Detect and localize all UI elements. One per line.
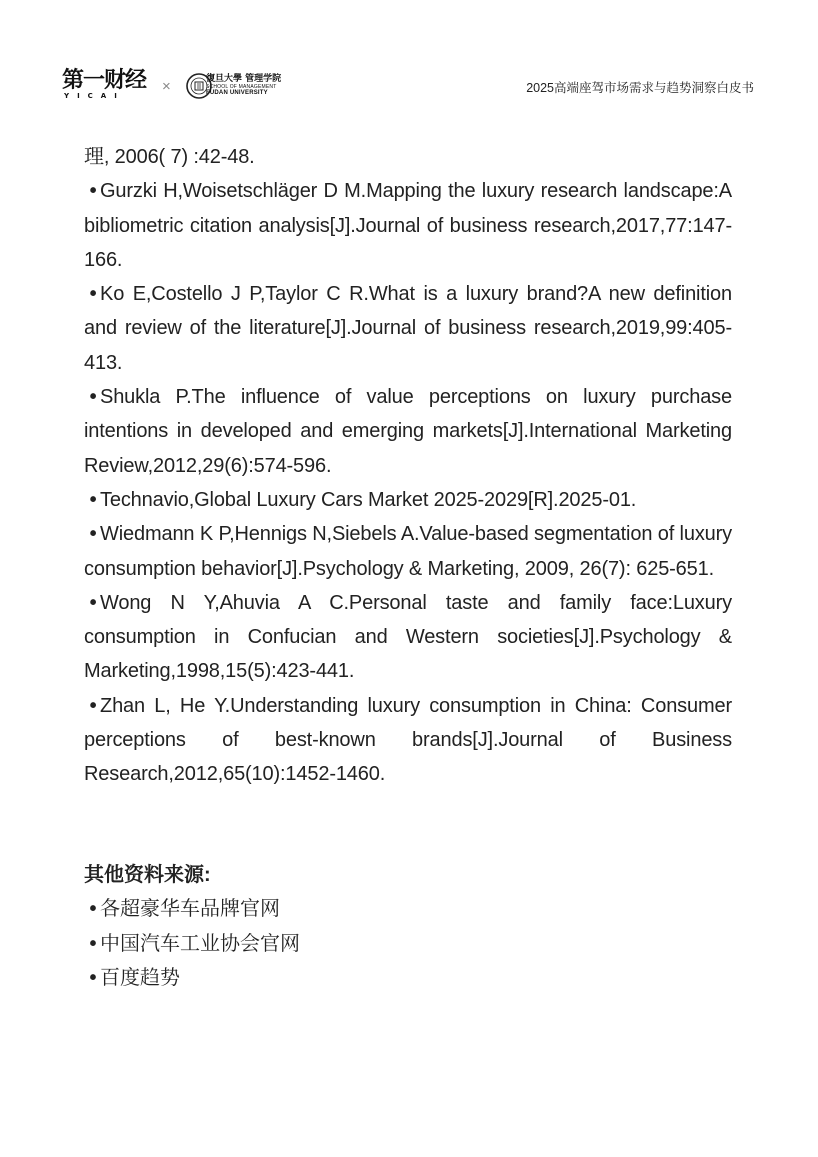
bullet-icon: • (89, 694, 97, 717)
fudan-logo-text (206, 74, 306, 96)
reference-continuation: 理, 2006( 7) :42-48. (84, 146, 255, 168)
source-item (84, 927, 732, 961)
fudan-logo-en2: FUDAN UNIVERSITY (206, 90, 268, 96)
reference-text: Gurzki H,Woisetschläger D M.Mapping the luxury research landscape:A bibliometric citation analysis[J].Journal of business research,2017,77:147-166. (84, 180, 732, 271)
other-sources-heading: 其他资料来源: (84, 864, 211, 886)
reference-text: Wiedmann K P,Hennigs N,Siebels A.Value-based segmentation of luxury consumption behavior[J].Psychology & Marketing, 2009, 26(7): 625-651. (84, 523, 732, 580)
bullet-icon: • (89, 932, 97, 955)
other-sources (84, 858, 732, 995)
references-list (84, 140, 732, 792)
bullet-icon: • (89, 386, 97, 409)
bullet-icon: • (89, 591, 97, 614)
reference-item (84, 517, 732, 586)
bullet-icon: • (89, 488, 97, 511)
source-text: 各超豪华车品牌官网 (100, 898, 280, 921)
reference-text: Ko E,Costello J P,Taylor C R.What is a luxury brand?A new definition and review of the literature[J].Journal of business research,2019,99:405-413. (84, 283, 732, 374)
bullet-icon: • (89, 898, 97, 921)
yicai-logo (62, 70, 154, 102)
yicai-logo-en: YICAI (64, 92, 125, 100)
bullet-icon: • (89, 523, 97, 546)
bullet-icon: • (89, 180, 97, 203)
reference-item (84, 483, 732, 517)
source-item (84, 892, 732, 926)
source-item (84, 961, 732, 995)
fudan-logo-en1: SCHOOL OF MANAGEMENT (206, 84, 277, 90)
reference-text: Wong N Y,Ahuvia A C.Personal taste and family face:Luxury consumption in Confucian and Western societies[J].Psychology & Marketing,1998,15(5):423-441. (84, 591, 732, 683)
reference-text: Zhan L, He Y.Understanding luxury consumption in China: Consumer perceptions of best-known brands[J].Journal of Business Research,2012,65(10):1452-1460. (84, 694, 732, 786)
yicai-logo-cn: 第一财经 (62, 68, 147, 93)
bullet-icon: • (89, 283, 97, 306)
document-title: 2025高端座驾市场需求与趋势洞察白皮书 (526, 81, 754, 95)
reference-item (84, 277, 732, 380)
source-text: 百度趋势 (100, 966, 180, 989)
logo-separator: × (162, 78, 171, 95)
reference-item (84, 380, 732, 483)
reference-item (84, 689, 732, 792)
reference-text: Technavio,Global Luxury Cars Market 2025-2029[R].2025-01. (100, 488, 637, 511)
source-text: 中国汽车工业协会官网 (100, 932, 300, 955)
bullet-icon: • (89, 966, 97, 989)
fudan-logo-cn: 復旦大學 管理学院 (206, 74, 282, 84)
reference-item (84, 586, 732, 689)
page-header (0, 0, 818, 110)
fudan-logo (184, 70, 304, 104)
reference-text: Shukla P.The influence of value perceptions on luxury purchase intentions in developed and emerging markets[J].International Marketing Review,2012,29(6):574-596. (84, 386, 732, 477)
reference-item (84, 174, 732, 277)
